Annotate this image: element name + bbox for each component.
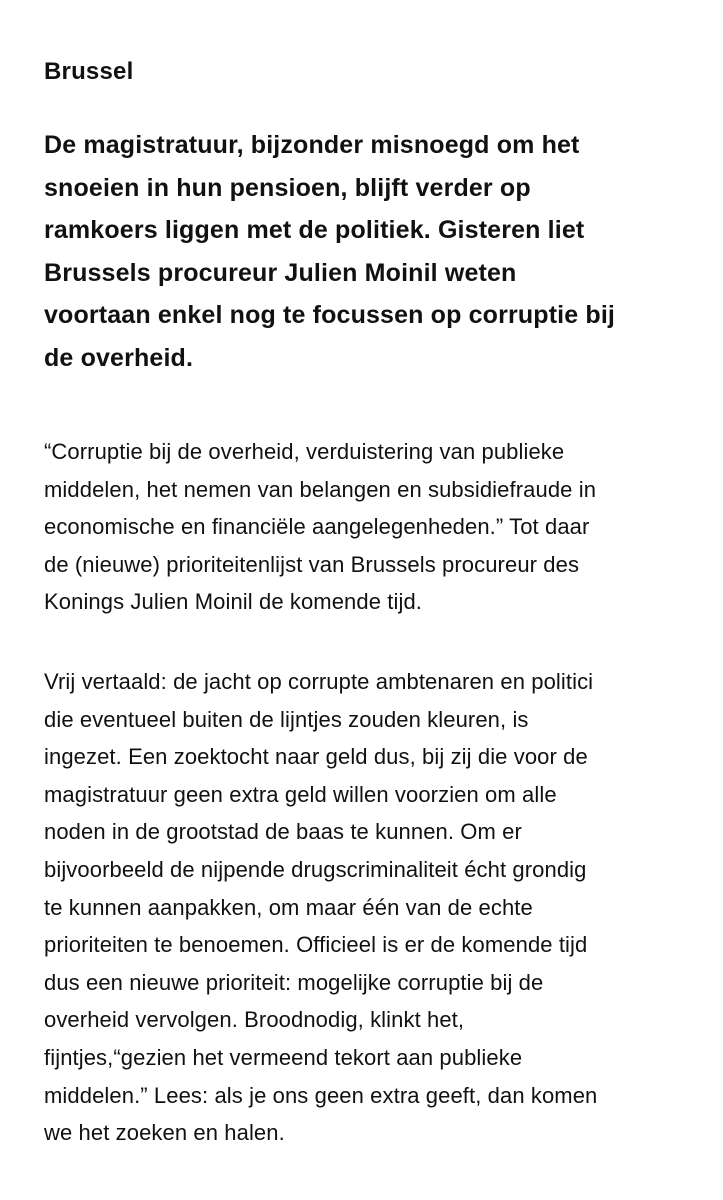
body-line: prioriteiten te benoemen. Officieel is er de komende tijd [44, 932, 588, 958]
body-line: economische en financiële aangelegenheden.” Tot daar [44, 514, 590, 540]
body-line: middelen, het nemen van belangen en subsidiefraude in [44, 476, 597, 502]
body-line: dus een nieuwe prioriteit: mogelijke corruptie bij de [44, 969, 544, 995]
body-line: ingezet. Een zoektocht naar geld dus, bij zij die voor de [44, 744, 588, 770]
lead-line: snoeien in hun pensioen, blijft verder op [44, 173, 531, 202]
lead-line: Brussels procureur Julien Moinil weten [44, 258, 517, 287]
body-line: Vrij vertaald: de jacht op corrupte ambtenaren en politici [44, 669, 594, 694]
body-line: fijntjes,“gezien het vermeend tekort aan publieke [44, 1044, 523, 1070]
lead-line: de overheid. [44, 343, 194, 372]
body-line: te kunnen aanpakken, om maar één van de echte [44, 894, 533, 920]
lead-paragraph [44, 124, 615, 379]
body-line: de (nieuwe) prioriteitenlijst van Brussels procureur des [44, 551, 580, 577]
body-line: “Corruptie bij de overheid, verduistering van publieke [44, 439, 565, 464]
lead-line: ramkoers liggen met de politiek. Gisteren liet [44, 216, 585, 244]
body-line: we het zoeken en halen. [44, 1120, 285, 1146]
body-line: bijvoorbeeld de nijpende drugscriminaliteit écht grondig [44, 856, 587, 882]
body-line: overheid vervolgen. Broodnodig, klinkt het, [44, 1007, 465, 1033]
body-line: noden in de grootstad de baas te kunnen. Om er [44, 819, 522, 845]
lead-line: voortaan enkel nog te focussen op corruptie bij [44, 301, 616, 329]
body-line: Konings Julien Moinil de komende tijd. [44, 589, 423, 615]
body-line: die eventueel buiten de lijntjes zouden kleuren, is [44, 706, 529, 732]
dateline: Brussel [44, 58, 134, 85]
body-line: magistratuur geen extra geld willen voorzien om alle [44, 781, 557, 807]
lead-line: De magistratuur, bijzonder misnoegd om het [44, 131, 580, 159]
body-paragraph-2 [44, 663, 597, 1152]
body-line: middelen.” Lees: als je ons geen extra geeft, dan komen [44, 1082, 598, 1108]
body-paragraph-1 [44, 433, 596, 621]
